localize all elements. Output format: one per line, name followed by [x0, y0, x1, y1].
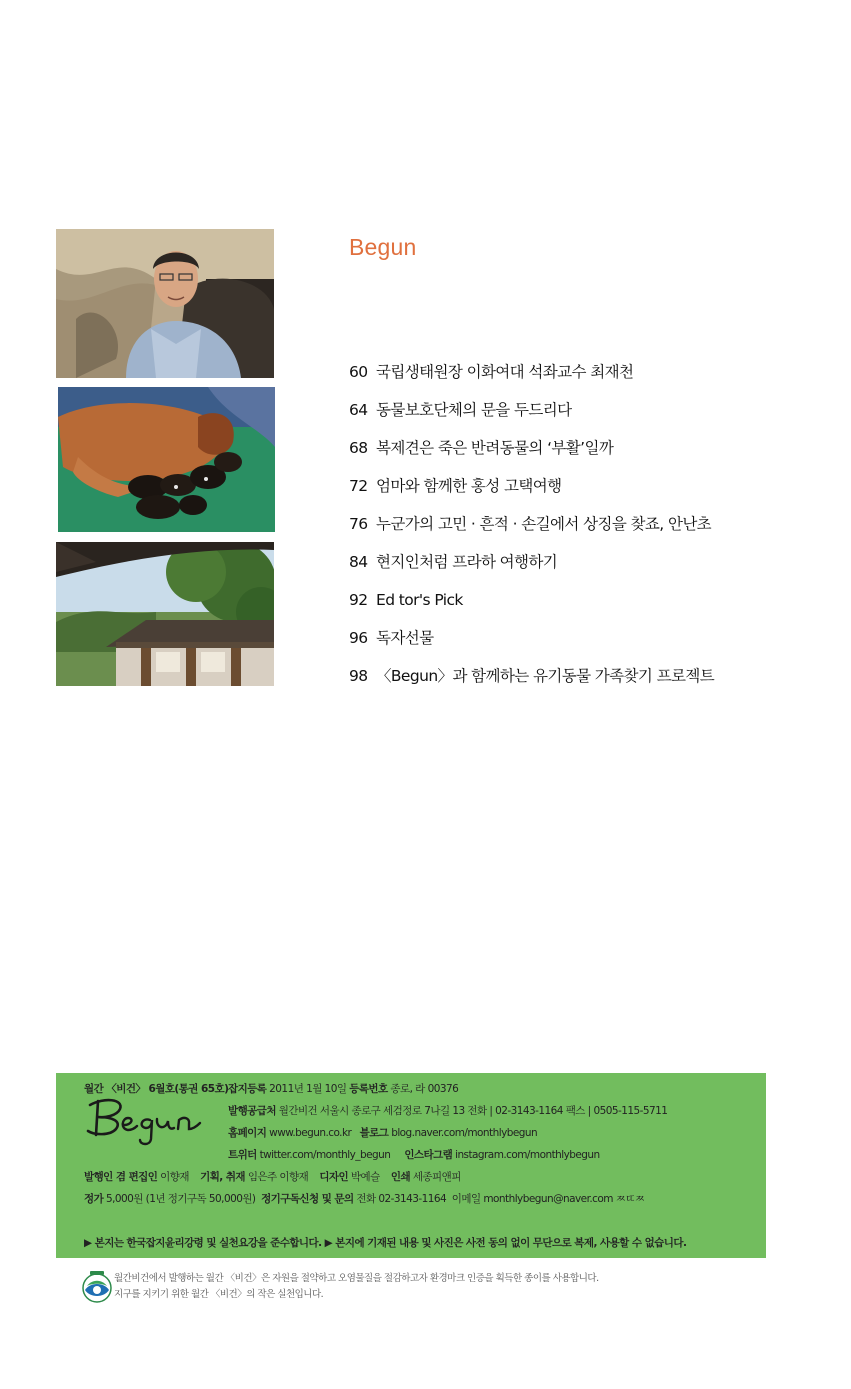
eco-statement-line1: 월간비건에서 발행하는 월간 〈비건〉은 자원을 절약하고 오염물질을 절감하고자 환경마크 인증을 획득한 종이를 사용합니다.	[114, 1273, 599, 1284]
toc-title: 엄마와 함께한 홍성 고택여행	[376, 477, 562, 495]
designer-label: 디자인	[319, 1171, 349, 1183]
phone-label: 전화	[356, 1193, 376, 1205]
photo-dog-with-puppies	[58, 387, 275, 532]
subscribe-label: 정기구독신청 및 문의	[261, 1193, 354, 1205]
toc-page-number: 76	[349, 515, 368, 533]
toc-title: 독자선물	[376, 629, 434, 647]
toc-page-number: 72	[349, 477, 368, 495]
toc-title: Ed tor's Pick	[376, 591, 463, 609]
toc-item[interactable]	[349, 361, 714, 399]
toc-item[interactable]	[349, 437, 714, 475]
publisher-value: 월간비건 서울시 종로구 세검정로 7나길 13 전화 | 02-3143-1164 팩스 | 0505-115-5711	[278, 1105, 668, 1117]
toc-title: 〈Begun〉과 함께하는 유기동물 가족찾기 프로젝트	[376, 667, 715, 685]
eco-mark-icon	[82, 1270, 112, 1304]
regno-value: 종로, 라 00376	[390, 1083, 459, 1095]
publisher-line	[228, 1103, 667, 1118]
price-value: 5,000원 (1년 정기구독 50,000원)	[105, 1193, 256, 1205]
eco-statement	[114, 1271, 599, 1303]
toc-page-number: 64	[349, 401, 368, 419]
colophon-box	[56, 1073, 766, 1258]
social-line	[228, 1147, 600, 1162]
begun-script-logo	[84, 1091, 206, 1147]
reg-label: 잡지등록	[228, 1083, 267, 1095]
blog-link[interactable]: blog.naver.com/monthlybegun	[391, 1127, 538, 1139]
instagram-link[interactable]: instagram.com/monthlybegun	[455, 1149, 600, 1161]
registration-line	[228, 1081, 458, 1096]
planning-value: 임은주 이향재	[247, 1171, 309, 1183]
photo-traditional-house	[56, 542, 274, 686]
reg-value: 2011년 1월 10일	[269, 1083, 347, 1095]
editor-label: 발행인 겸 편집인	[84, 1171, 158, 1183]
print-label: 인쇄	[390, 1171, 411, 1183]
toc-page-number: 92	[349, 591, 368, 609]
toc-page-number: 96	[349, 629, 368, 647]
planning-label: 기획, 취재	[200, 1171, 246, 1183]
designer-value: 박예슬	[350, 1171, 380, 1183]
toc-title: 현지인처럼 프라하 여행하기	[376, 553, 558, 571]
toc-page-number: 98	[349, 667, 368, 685]
twitter-link[interactable]: twitter.com/monthly_begun	[259, 1149, 391, 1161]
staff-line	[84, 1169, 461, 1184]
print-value: 세종피앤피	[412, 1171, 461, 1183]
toc-page-number: 68	[349, 439, 368, 457]
toc-page-number: 84	[349, 553, 368, 571]
notice-text: ▶ 본지는 한국잡지윤리강령 및 실천요강을 준수합니다. ▶ 본지에 기재된 내용 및 사진은 사전 동의 없이 무단으로 복제, 사용할 수 없습니다.	[84, 1237, 687, 1249]
section-title: Begun	[349, 234, 417, 260]
homepage-link[interactable]: www.begun.co.kr	[269, 1127, 352, 1139]
toc-page-number: 60	[349, 363, 368, 381]
toc-title: 누군가의 고민 · 흔적 · 손길에서 상징을 찾죠, 안난초	[376, 515, 712, 533]
price-label: 정가	[84, 1193, 104, 1205]
toc-title: 복제견은 죽은 반려동물의 ‘부활’일까	[376, 439, 614, 457]
eco-statement-line2: 지구를 지키기 위한 월간 〈비건〉의 작은 실천입니다.	[114, 1289, 324, 1300]
toc-item[interactable]	[349, 627, 714, 665]
instagram-label: 인스타그램	[404, 1149, 453, 1161]
publisher-label: 발행공급처	[228, 1105, 276, 1117]
photo-man-portrait	[56, 229, 274, 378]
notice-line	[84, 1235, 686, 1250]
price-line	[84, 1191, 645, 1206]
email-label: 이메일	[451, 1193, 481, 1205]
regno-label: 등록번호	[349, 1083, 388, 1095]
toc-item[interactable]	[349, 513, 714, 551]
twitter-label: 트위터	[228, 1149, 257, 1161]
web-line	[228, 1125, 537, 1140]
toc-item[interactable]	[349, 475, 714, 513]
toc-item[interactable]	[349, 665, 714, 703]
toc-item[interactable]	[349, 589, 714, 627]
phone-value: 02-3143-1164	[378, 1193, 447, 1205]
issue-label: 월간 〈비건〉 6월호(통권 65호)	[84, 1083, 229, 1095]
toc-title: 국립생태원장 이화여대 석좌교수 최재천	[376, 363, 634, 381]
blog-label: 블로그	[359, 1127, 389, 1139]
editor-value: 이향재	[160, 1171, 189, 1183]
toc-item[interactable]	[349, 551, 714, 589]
homepage-label: 홈페이지	[228, 1127, 267, 1139]
email-link[interactable]: monthlybegun@naver.com ㅉㄸㅉ	[483, 1193, 645, 1205]
toc-title: 동물보호단체의 문을 두드리다	[376, 401, 572, 419]
table-of-contents	[349, 361, 714, 703]
toc-item[interactable]	[349, 399, 714, 437]
